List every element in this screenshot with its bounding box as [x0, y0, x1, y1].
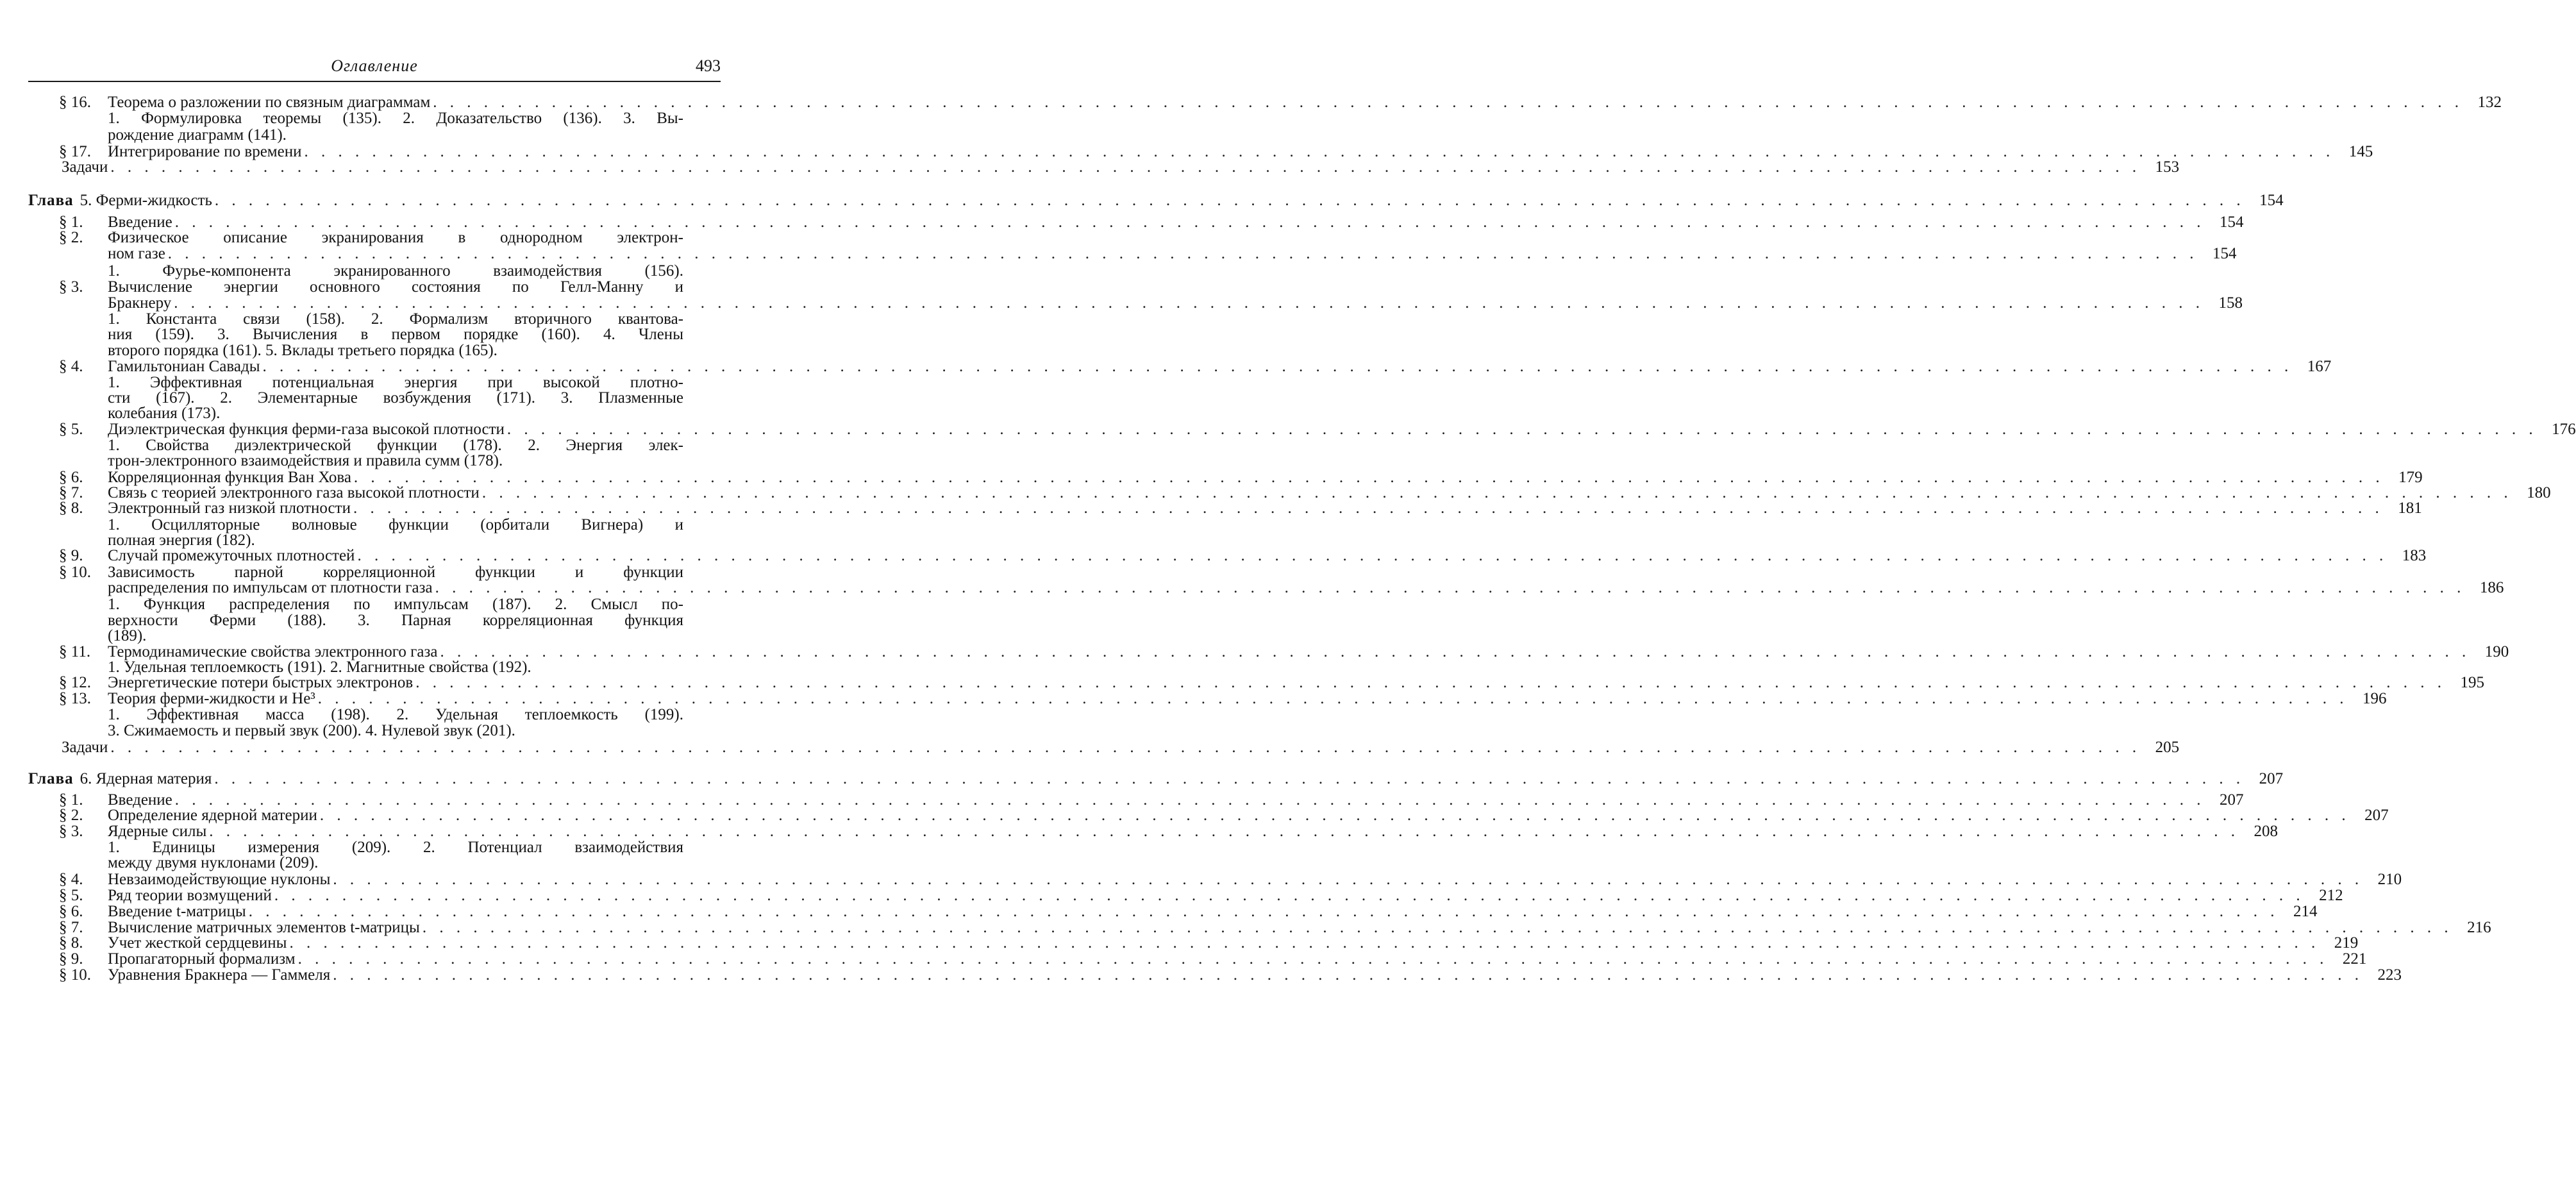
subsection-line: 1. Осцилляторные волновые функции (орбитали Вигнера) и [108, 516, 683, 535]
leader-dots: . . . . . . . . . . . . . . . . . . . . . . . . . . . . . . . . . . . . . . . . . . . . . . . . . . . . . . . . . . . . . . . . . . . . . . . . . . . . . . . . . . . . . . . . . . . . . . . . . . . . . . . . . . . . . . . . . . . . . . . . [110, 158, 2141, 177]
leader-dots: . . . . . . . . . . . . . . . . . . . . . . . . . . . . . . . . . . . . . . . . . . . . . . . . . . . . . . . . . . . . . . . . . . . . . . . . . . . . . . . . . . . . . . . . . . . . . . . . . . . . . . . . . . . . . . . . . . . . . . . . [333, 870, 2363, 889]
subsection-line: 1. Фурье-компонента экранированного взаимодействия (156). [108, 262, 683, 281]
leader-dots: . . . . . . . . . . . . . . . . . . . . . . . . . . . . . . . . . . . . . . . . . . . . . . . . . . . . . . . . . . . . . . . . . . . . . . . . . . . . . . . . . . . . . . . . . . . . . . . . . . . . . . . . . . . . . . . . . . . . . . . . [318, 689, 2348, 709]
page-ref: 208 [2245, 822, 2278, 841]
subsection-line: 1. Эффективная потенциальная энергия при высокой плотно- [108, 373, 683, 392]
page-ref: 179 [2389, 468, 2423, 487]
page-ref: 195 [2451, 673, 2484, 693]
entry-title: Введение [108, 213, 172, 232]
toc-entry[interactable] [62, 158, 721, 177]
page-ref: 190 [2475, 642, 2509, 662]
leader-dots: . . . . . . . . . . . . . . . . . . . . . . . . . . . . . . . . . . . . . . . . . . . . . . . . . . . . . . . . . . . . . . . . . . . . . . . . . . . . . . . . . . . . . . . . . . . . . . . . . . . . . . . . . . . . . . . . . . . . . . . . [298, 950, 2329, 969]
page-number: 493 [696, 56, 721, 76]
chapter-entry[interactable] [28, 191, 721, 210]
leader-dots: . . . . . . . . . . . . . . . . . . . . . . . . . . . . . . . . . . . . . . . . . . . . . . . . . . . . . . . . . . . . . . . . . . . . . . . . . . . . . . . . . . . . . . . . . . . . . . . . . . . . . . . . . . . . . . . . . . . . . . . . [507, 420, 2538, 439]
section-number: § 7. [59, 918, 83, 937]
page-ref: 205 [2146, 738, 2179, 757]
entry-title: Интегрирование по времени [108, 142, 301, 162]
subsection-line: 1. Эффективная масса (198). 2. Удельная теплоемкость (199). [108, 705, 683, 725]
section-number: § 4. [59, 870, 83, 889]
leader-dots: . . . . . . . . . . . . . . . . . . . . . . . . . . . . . . . . . . . . . . . . . . . . . . . . . . . . . . . . . . . . . . . . . . . . . . . . . . . . . . . . . . . . . . . . . . . . . . . . . . . . . . . . . . . . . . . . . . . . . . . . [215, 191, 2245, 210]
leader-dots: . . . . . . . . . . . . . . . . . . . . . . . . . . . . . . . . . . . . . . . . . . . . . . . . . . . . . . . . . . . . . . . . . . . . . . . . . . . . . . . . . . . . . . . . . . . . . . . . . . . . . . . . . . . . . . . . . . . . . . . . [320, 806, 2350, 825]
entry-title: Ядерные силы [108, 822, 206, 841]
entry-title: распределения по импульсам от плотности газа [108, 578, 433, 598]
page-ref: 223 [2368, 966, 2402, 985]
page-ref: 210 [2368, 870, 2402, 889]
leader-dots: . . . . . . . . . . . . . . . . . . . . . . . . . . . . . . . . . . . . . . . . . . . . . . . . . . . . . . . . . . . . . . . . . . . . . . . . . . . . . . . . . . . . . . . . . . . . . . . . . . . . . . . . . . . . . . . . . . . . . . . . [353, 499, 2384, 518]
toc-entry[interactable] [108, 244, 721, 264]
leader-dots: . . . . . . . . . . . . . . . . . . . . . . . . . . . . . . . . . . . . . . . . . . . . . . . . . . . . . . . . . . . . . . . . . . . . . . . . . . . . . . . . . . . . . . . . . . . . . . . . . . . . . . . . . . . . . . . . . . . . . . . . [482, 483, 2513, 503]
page-ref: 132 [2468, 93, 2502, 112]
subsection-line: 1. Удельная теплоемкость (191). 2. Магнитные свойства (192). [108, 658, 683, 677]
entry-title: Задачи [62, 738, 108, 757]
entry-title: Определение ядерной материи [108, 806, 317, 825]
toc-entry[interactable] [108, 966, 721, 985]
section-number: § 1. [59, 791, 83, 810]
section-number: § 10. [59, 966, 91, 985]
entry-title: Задачи [62, 158, 108, 177]
subsection-line: 1. Функция распределения по импульсам (187). 2. Смысл по- [108, 595, 683, 614]
entry-title: Корреляционная функция Ван Хова [108, 468, 351, 487]
section-number: § 2. [59, 806, 83, 825]
page-ref: 212 [2310, 886, 2343, 905]
entry-title: Диэлектрическая функция ферми-газа высокой плотности [108, 420, 505, 439]
section-number: § 5. [59, 420, 83, 439]
subsection-line: второго порядка (161). 5. Вклады третьего порядка (165). [108, 341, 683, 360]
entry-title: Вычисление матричных элементов t-матрицы [108, 918, 420, 937]
subsection-line: (189). [108, 626, 683, 646]
leader-dots: . . . . . . . . . . . . . . . . . . . . . . . . . . . . . . . . . . . . . . . . . . . . . . . . . . . . . . . . . . . . . . . . . . . . . . . . . . . . . . . . . . . . . . . . . . . . . . . . . . . . . . . . . . . . . . . . . . . . . . . . [209, 822, 2239, 841]
leader-dots: . . . . . . . . . . . . . . . . . . . . . . . . . . . . . . . . . . . . . . . . . . . . . . . . . . . . . . . . . . . . . . . . . . . . . . . . . . . . . . . . . . . . . . . . . . . . . . . . . . . . . . . . . . . . . . . . . . . . . . . . [175, 791, 2205, 810]
section-number: § 3. [59, 278, 83, 297]
section-number: § 8. [59, 499, 83, 518]
chapter-title: 6. Ядерная материя [80, 769, 212, 789]
section-number: § 7. [59, 483, 83, 503]
section-number: § 17. [59, 142, 91, 162]
leader-dots: . . . . . . . . . . . . . . . . . . . . . . . . . . . . . . . . . . . . . . . . . . . . . . . . . . . . . . . . . . . . . . . . . . . . . . . . . . . . . . . . . . . . . . . . . . . . . . . . . . . . . . . . . . . . . . . . . . . . . . . . [263, 357, 2293, 376]
page-ref: 207 [2211, 791, 2244, 810]
subsection-line: сти (167). 2. Элементарные возбуждения (171). 3. Плазменные [108, 389, 683, 408]
page-title: Оглавление [28, 56, 721, 76]
page-ref: 176 [2543, 420, 2576, 439]
page-ref: 207 [2250, 769, 2283, 789]
leader-dots: . . . . . . . . . . . . . . . . . . . . . . . . . . . . . . . . . . . . . . . . . . . . . . . . . . . . . . . . . . . . . . . . . . . . . . . . . . . . . . . . . . . . . . . . . . . . . . . . . . . . . . . . . . . . . . . . . . . . . . . . [435, 578, 2466, 598]
leader-dots: . . . . . . . . . . . . . . . . . . . . . . . . . . . . . . . . . . . . . . . . . . . . . . . . . . . . . . . . . . . . . . . . . . . . . . . . . . . . . . . . . . . . . . . . . . . . . . . . . . . . . . . . . . . . . . . . . . . . . . . . [168, 244, 2198, 264]
page-ref: 207 [2355, 806, 2389, 825]
entry-title: Бракнеру [108, 294, 171, 313]
entry-title: Связь с теорией электронного газа высокой плотности [108, 483, 480, 503]
page-ref: 219 [2325, 934, 2358, 953]
leader-dots: . . . . . . . . . . . . . . . . . . . . . . . . . . . . . . . . . . . . . . . . . . . . . . . . . . . . . . . . . . . . . . . . . . . . . . . . . . . . . . . . . . . . . . . . . . . . . . . . . . . . . . . . . . . . . . . . . . . . . . . . [440, 642, 2470, 662]
entry-title: ном газе [108, 244, 165, 264]
page-ref: 216 [2458, 918, 2491, 937]
entry-title: Теорема о разложении по связным диаграммам [108, 93, 430, 112]
entry-title: Учет жесткой сердцевины [108, 934, 287, 953]
page-ref: 154 [2211, 213, 2244, 232]
entry-title: Уравнения Бракнера — Гаммеля [108, 966, 330, 985]
leader-dots: . . . . . . . . . . . . . . . . . . . . . . . . . . . . . . . . . . . . . . . . . . . . . . . . . . . . . . . . . . . . . . . . . . . . . . . . . . . . . . . . . . . . . . . . . . . . . . . . . . . . . . . . . . . . . . . . . . . . . . . . [174, 294, 2204, 313]
entry-title: Ряд теории возмущений [108, 886, 272, 905]
entry-title: Пропагаторный формализм [108, 950, 296, 969]
subsection-line: между двумя нуклонами (209). [108, 853, 683, 873]
chapter-label: Глава [28, 191, 74, 210]
leader-dots: . . . . . . . . . . . . . . . . . . . . . . . . . . . . . . . . . . . . . . . . . . . . . . . . . . . . . . . . . . . . . . . . . . . . . . . . . . . . . . . . . . . . . . . . . . . . . . . . . . . . . . . . . . . . . . . . . . . . . . . . [357, 546, 2388, 566]
section-number: § 6. [59, 468, 83, 487]
leader-dots: . . . . . . . . . . . . . . . . . . . . . . . . . . . . . . . . . . . . . . . . . . . . . . . . . . . . . . . . . . . . . . . . . . . . . . . . . . . . . . . . . . . . . . . . . . . . . . . . . . . . . . . . . . . . . . . . . . . . . . . . [433, 93, 2463, 112]
section-number: § 6. [59, 902, 83, 921]
entry-title: Невзаимодействующие нуклоны [108, 870, 330, 889]
leader-dots: . . . . . . . . . . . . . . . . . . . . . . . . . . . . . . . . . . . . . . . . . . . . . . . . . . . . . . . . . . . . . . . . . . . . . . . . . . . . . . . . . . . . . . . . . . . . . . . . . . . . . . . . . . . . . . . . . . . . . . . . [333, 966, 2363, 985]
page-ref: 167 [2298, 357, 2331, 376]
subsection-line: рождение диаграмм (141). [108, 126, 683, 145]
table-of-contents [0, 0, 769, 1192]
leader-dots: . . . . . . . . . . . . . . . . . . . . . . . . . . . . . . . . . . . . . . . . . . . . . . . . . . . . . . . . . . . . . . . . . . . . . . . . . . . . . . . . . . . . . . . . . . . . . . . . . . . . . . . . . . . . . . . . . . . . . . . . [304, 142, 2334, 162]
page-ref: 158 [2209, 294, 2243, 313]
leader-dots: . . . . . . . . . . . . . . . . . . . . . . . . . . . . . . . . . . . . . . . . . . . . . . . . . . . . . . . . . . . . . . . . . . . . . . . . . . . . . . . . . . . . . . . . . . . . . . . . . . . . . . . . . . . . . . . . . . . . . . . . [422, 918, 2453, 937]
entry-title: Случай промежуточных плотностей [108, 546, 355, 566]
leader-dots: . . . . . . . . . . . . . . . . . . . . . . . . . . . . . . . . . . . . . . . . . . . . . . . . . . . . . . . . . . . . . . . . . . . . . . . . . . . . . . . . . . . . . . . . . . . . . . . . . . . . . . . . . . . . . . . . . . . . . . . . [289, 934, 2320, 953]
page-ref: 186 [2470, 578, 2504, 598]
subsection-line: верхности Ферми (188). 3. Парная корреляционная функция [108, 611, 683, 630]
entry-title-line: Вычисление энергии основного состояния по Гелл-Манну и [108, 278, 683, 297]
section-number: § 11. [59, 642, 90, 662]
leader-dots: . . . . . . . . . . . . . . . . . . . . . . . . . . . . . . . . . . . . . . . . . . . . . . . . . . . . . . . . . . . . . . . . . . . . . . . . . . . . . . . . . . . . . . . . . . . . . . . . . . . . . . . . . . . . . . . . . . . . . . . . [249, 902, 2279, 921]
subsection-line: колебания (173). [108, 404, 683, 423]
leader-dots: . . . . . . . . . . . . . . . . . . . . . . . . . . . . . . . . . . . . . . . . . . . . . . . . . . . . . . . . . . . . . . . . . . . . . . . . . . . . . . . . . . . . . . . . . . . . . . . . . . . . . . . . . . . . . . . . . . . . . . . . [415, 673, 2446, 693]
page-ref: 214 [2284, 902, 2317, 921]
page-ref: 183 [2393, 546, 2426, 566]
page-ref: 154 [2250, 191, 2284, 210]
entry-title: Введение [108, 791, 172, 810]
entry-title: Введение t-матрицы [108, 902, 246, 921]
page-ref: 145 [2339, 142, 2373, 162]
entry-title-line: Физическое описание экранирования в однородном электрон- [108, 228, 683, 248]
page-ref: 180 [2518, 483, 2551, 503]
section-number: § 8. [59, 934, 83, 953]
page-ref: 154 [2204, 244, 2237, 264]
section-number: § 4. [59, 357, 83, 376]
entry-title: Теория ферми-жидкости и He³ [108, 689, 315, 709]
leader-dots: . . . . . . . . . . . . . . . . . . . . . . . . . . . . . . . . . . . . . . . . . . . . . . . . . . . . . . . . . . . . . . . . . . . . . . . . . . . . . . . . . . . . . . . . . . . . . . . . . . . . . . . . . . . . . . . . . . . . . . . . [274, 886, 2305, 905]
leader-dots: . . . . . . . . . . . . . . . . . . . . . . . . . . . . . . . . . . . . . . . . . . . . . . . . . . . . . . . . . . . . . . . . . . . . . . . . . . . . . . . . . . . . . . . . . . . . . . . . . . . . . . . . . . . . . . . . . . . . . . . . [110, 738, 2141, 757]
entry-title: Термодинамические свойства электронного газа [108, 642, 437, 662]
section-number: § 2. [59, 228, 83, 248]
toc-entry[interactable] [62, 738, 721, 757]
section-number: § 12. [59, 673, 91, 693]
entry-title: Гамильтониан Савады [108, 357, 260, 376]
leader-dots: . . . . . . . . . . . . . . . . . . . . . . . . . . . . . . . . . . . . . . . . . . . . . . . . . . . . . . . . . . . . . . . . . . . . . . . . . . . . . . . . . . . . . . . . . . . . . . . . . . . . . . . . . . . . . . . . . . . . . . . . [354, 468, 2384, 487]
leader-dots: . . . . . . . . . . . . . . . . . . . . . . . . . . . . . . . . . . . . . . . . . . . . . . . . . . . . . . . . . . . . . . . . . . . . . . . . . . . . . . . . . . . . . . . . . . . . . . . . . . . . . . . . . . . . . . . . . . . . . . . . [214, 769, 2245, 789]
subsection-line: ния (159). 3. Вычисления в первом порядке (160). 4. Члены [108, 325, 683, 344]
page-ref: 221 [2333, 950, 2366, 969]
subsection-line: полная энергия (182). [108, 531, 683, 550]
section-number: § 10. [59, 563, 91, 582]
section-number: § 5. [59, 886, 83, 905]
page-ref: 153 [2146, 158, 2179, 177]
chapter-entry[interactable] [28, 769, 721, 789]
section-number: § 3. [59, 822, 83, 841]
subsection-line: 1. Свойства диэлектрической функции (178). 2. Энергия элек- [108, 436, 683, 455]
section-number: § 1. [59, 213, 83, 232]
entry-title-line: Зависимость парной корреляционной функции и функции [108, 563, 683, 582]
section-number: § 16. [59, 93, 91, 112]
subsection-line: 1. Формулировка теоремы (135). 2. Доказательство (136). 3. Вы- [108, 109, 683, 128]
section-number: § 13. [59, 689, 91, 709]
section-number: § 9. [59, 546, 83, 566]
subsection-line: 1. Единицы измерения (209). 2. Потенциал взаимодействия [108, 838, 683, 857]
leader-dots: . . . . . . . . . . . . . . . . . . . . . . . . . . . . . . . . . . . . . . . . . . . . . . . . . . . . . . . . . . . . . . . . . . . . . . . . . . . . . . . . . . . . . . . . . . . . . . . . . . . . . . . . . . . . . . . . . . . . . . . . [175, 213, 2205, 232]
page-ref: 181 [2389, 499, 2422, 518]
entry-title: Электронный газ низкой плотности [108, 499, 351, 518]
entry-title: Энергетические потери быстрых электронов [108, 673, 413, 693]
page-ref: 196 [2354, 689, 2387, 709]
chapter-label: Глава [28, 769, 74, 789]
section-number: § 9. [59, 950, 83, 969]
subsection-line: 3. Сжимаемость и первый звук (200). 4. Нулевой звук (201). [108, 721, 683, 741]
chapter-title: 5. Ферми-жидкость [80, 191, 212, 210]
subsection-line: 1. Константа связи (158). 2. Формализм вторичного квантова- [108, 310, 683, 329]
subsection-line: трон-электронного взаимодействия и правила сумм (178). [108, 451, 683, 471]
